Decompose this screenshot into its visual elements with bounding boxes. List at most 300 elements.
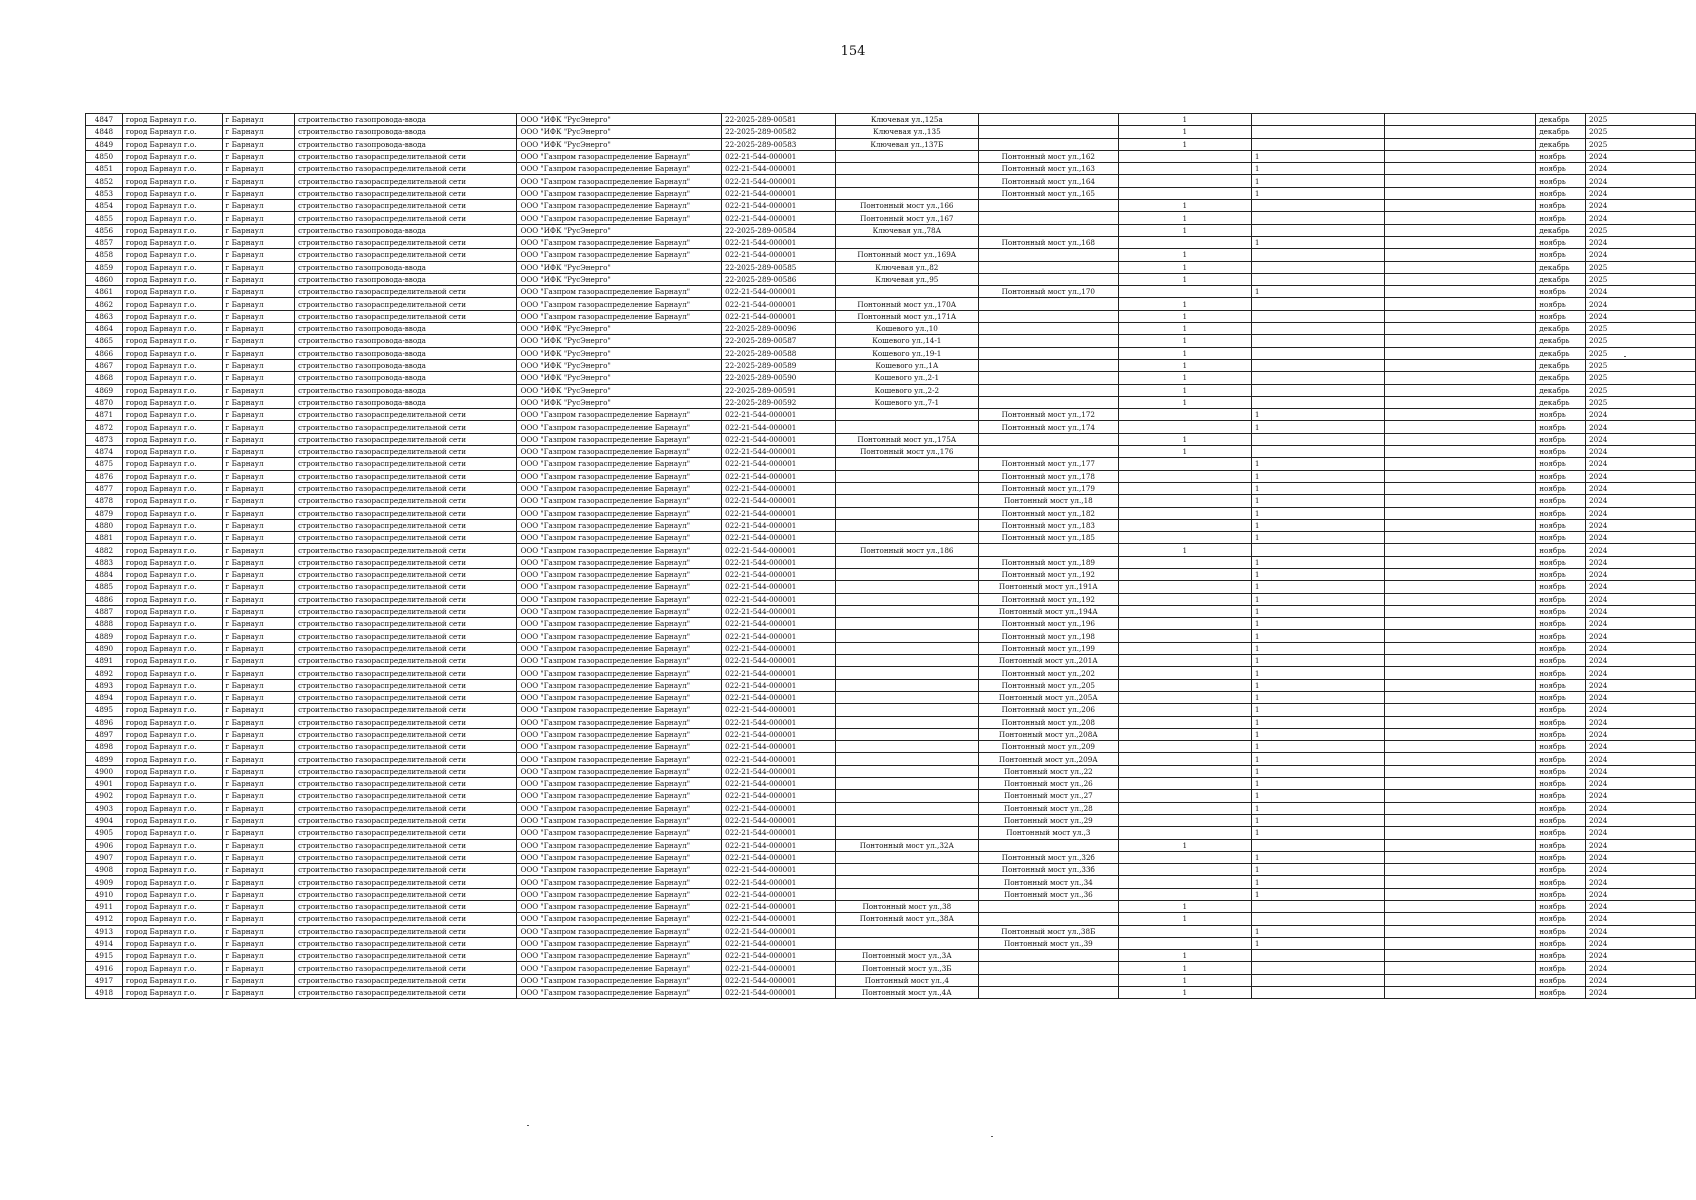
cell-municipality: город Барнаул г.о.	[122, 384, 222, 396]
cell-work-type: строительство газопровода-ввода	[295, 335, 517, 347]
cell-address-b: Понтонный мост ул.,194А	[979, 605, 1119, 617]
table-row	[86, 433, 1696, 445]
cell-address-b	[979, 987, 1119, 999]
cell-year: 2024	[1586, 200, 1696, 212]
cell-count-a	[1118, 163, 1251, 175]
cell-month: ноябрь	[1536, 163, 1586, 175]
cell-count-b	[1251, 913, 1384, 925]
cell-row-number: 4890	[86, 642, 123, 654]
cell-count-c	[1385, 482, 1536, 494]
cell-month: ноябрь	[1536, 753, 1586, 765]
cell-count-c	[1385, 236, 1536, 248]
cell-row-number: 4892	[86, 667, 123, 679]
cell-organization: ООО "Газпром газораспределение Барнаул"	[517, 802, 722, 814]
cell-municipality: город Барнаул г.о.	[122, 667, 222, 679]
cell-organization: ООО "Газпром газораспределение Барнаул"	[517, 864, 722, 876]
cell-organization: ООО "Газпром газораспределение Барнаул"	[517, 150, 722, 162]
cell-count-b: 1	[1251, 876, 1384, 888]
cell-row-number: 4858	[86, 249, 123, 261]
cell-settlement: г Барнаул	[222, 507, 295, 519]
cell-count-a: 1	[1118, 347, 1251, 359]
cell-settlement: г Барнаул	[222, 150, 295, 162]
cell-municipality: город Барнаул г.о.	[122, 323, 222, 335]
cell-month: ноябрь	[1536, 593, 1586, 605]
cell-address-b	[979, 200, 1119, 212]
cell-row-number: 4915	[86, 950, 123, 962]
cell-municipality: город Барнаул г.о.	[122, 581, 222, 593]
cell-organization: ООО "Газпром газораспределение Барнаул"	[517, 482, 722, 494]
cell-address-b: Понтонный мост ул.,185	[979, 532, 1119, 544]
cell-organization: ООО "Газпром газораспределение Барнаул"	[517, 925, 722, 937]
cell-address-b: Понтонный мост ул.,209А	[979, 753, 1119, 765]
cell-address-b: Понтонный мост ул.,38Б	[979, 925, 1119, 937]
cell-month: ноябрь	[1536, 507, 1586, 519]
cell-permit-number: 022-21-544-000001	[722, 876, 836, 888]
cell-month: декабрь	[1536, 261, 1586, 273]
cell-work-type: строительство газораспределительной сети	[295, 753, 517, 765]
table-row	[86, 987, 1696, 999]
table-row	[86, 802, 1696, 814]
cell-permit-number: 022-21-544-000001	[722, 864, 836, 876]
cell-work-type: строительство газораспределительной сети	[295, 236, 517, 248]
cell-organization: ООО "Газпром газораспределение Барнаул"	[517, 212, 722, 224]
cell-row-number: 4854	[86, 200, 123, 212]
cell-row-number: 4877	[86, 482, 123, 494]
cell-count-c	[1385, 839, 1536, 851]
cell-address-a	[835, 507, 978, 519]
cell-month: ноябрь	[1536, 876, 1586, 888]
cell-count-b: 1	[1251, 642, 1384, 654]
cell-organization: ООО "Газпром газораспределение Барнаул"	[517, 187, 722, 199]
cell-permit-number: 022-21-544-000001	[722, 544, 836, 556]
cell-organization: ООО "Газпром газораспределение Барнаул"	[517, 876, 722, 888]
cell-work-type: строительство газораспределительной сети	[295, 974, 517, 986]
cell-address-a: Понтонный мост ул.,38А	[835, 913, 978, 925]
cell-count-b	[1251, 138, 1384, 150]
cell-count-c	[1385, 814, 1536, 826]
cell-row-number: 4871	[86, 409, 123, 421]
cell-year: 2025	[1586, 114, 1696, 126]
cell-address-a	[835, 802, 978, 814]
table-row	[86, 753, 1696, 765]
cell-permit-number: 022-21-544-000001	[722, 679, 836, 691]
cell-count-a: 1	[1118, 987, 1251, 999]
cell-row-number: 4886	[86, 593, 123, 605]
table-row	[86, 765, 1696, 777]
cell-address-b	[979, 396, 1119, 408]
cell-address-a: Ключевая ул.,78А	[835, 224, 978, 236]
cell-municipality: город Барнаул г.о.	[122, 679, 222, 691]
cell-count-b: 1	[1251, 667, 1384, 679]
table-row	[86, 187, 1696, 199]
cell-year: 2024	[1586, 925, 1696, 937]
cell-row-number: 4903	[86, 802, 123, 814]
cell-row-number: 4914	[86, 937, 123, 949]
cell-settlement: г Барнаул	[222, 224, 295, 236]
table-row	[86, 347, 1696, 359]
cell-municipality: город Барнаул г.о.	[122, 470, 222, 482]
cell-address-a	[835, 728, 978, 740]
cell-count-c	[1385, 974, 1536, 986]
cell-year: 2024	[1586, 974, 1696, 986]
cell-permit-number: 22-2025-289-00584	[722, 224, 836, 236]
cell-count-c	[1385, 937, 1536, 949]
cell-month: ноябрь	[1536, 495, 1586, 507]
cell-address-b	[979, 839, 1119, 851]
cell-settlement: г Барнаул	[222, 298, 295, 310]
cell-count-a	[1118, 421, 1251, 433]
cell-municipality: город Барнаул г.о.	[122, 458, 222, 470]
cell-address-b: Понтонный мост ул.,174	[979, 421, 1119, 433]
cell-address-a	[835, 458, 978, 470]
cell-count-b	[1251, 298, 1384, 310]
cell-count-a: 1	[1118, 126, 1251, 138]
cell-year: 2024	[1586, 790, 1696, 802]
cell-address-b: Понтонный мост ул.,172	[979, 409, 1119, 421]
table-row	[86, 642, 1696, 654]
table-row	[86, 224, 1696, 236]
cell-count-a	[1118, 655, 1251, 667]
cell-month: ноябрь	[1536, 728, 1586, 740]
table-row	[86, 790, 1696, 802]
cell-year: 2024	[1586, 175, 1696, 187]
cell-organization: ООО "Газпром газораспределение Барнаул"	[517, 495, 722, 507]
cell-row-number: 4850	[86, 150, 123, 162]
table-row	[86, 605, 1696, 617]
table-row	[86, 913, 1696, 925]
cell-address-a	[835, 937, 978, 949]
cell-organization: ООО "ИФК "РусЭнерго"	[517, 224, 722, 236]
cell-year: 2024	[1586, 753, 1696, 765]
cell-address-b	[979, 323, 1119, 335]
cell-organization: ООО "Газпром газораспределение Барнаул"	[517, 913, 722, 925]
cell-settlement: г Барнаул	[222, 937, 295, 949]
cell-count-c	[1385, 323, 1536, 335]
cell-row-number: 4907	[86, 851, 123, 863]
cell-count-b: 1	[1251, 568, 1384, 580]
cell-count-b: 1	[1251, 470, 1384, 482]
cell-address-a	[835, 753, 978, 765]
cell-organization: ООО "Газпром газораспределение Барнаул"	[517, 286, 722, 298]
cell-settlement: г Барнаул	[222, 605, 295, 617]
cell-year: 2024	[1586, 163, 1696, 175]
cell-count-c	[1385, 802, 1536, 814]
cell-month: ноябрь	[1536, 962, 1586, 974]
cell-year: 2024	[1586, 888, 1696, 900]
table-row	[86, 876, 1696, 888]
cell-month: ноябрь	[1536, 827, 1586, 839]
cell-municipality: город Барнаул г.о.	[122, 224, 222, 236]
cell-year: 2024	[1586, 519, 1696, 531]
cell-month: ноябрь	[1536, 851, 1586, 863]
cell-address-a	[835, 618, 978, 630]
cell-permit-number: 022-21-544-000001	[722, 667, 836, 679]
cell-year: 2025	[1586, 384, 1696, 396]
cell-count-b	[1251, 974, 1384, 986]
cell-address-a: Ключевая ул.,137Б	[835, 138, 978, 150]
cell-permit-number: 022-21-544-000001	[722, 728, 836, 740]
cell-year: 2025	[1586, 273, 1696, 285]
cell-address-b	[979, 273, 1119, 285]
cell-work-type: строительство газопровода-ввода	[295, 359, 517, 371]
cell-settlement: г Барнаул	[222, 827, 295, 839]
cell-month: ноябрь	[1536, 814, 1586, 826]
cell-count-c	[1385, 618, 1536, 630]
cell-municipality: город Барнаул г.о.	[122, 335, 222, 347]
cell-count-a	[1118, 864, 1251, 876]
cell-count-b	[1251, 335, 1384, 347]
cell-count-b	[1251, 249, 1384, 261]
cell-count-a	[1118, 286, 1251, 298]
cell-municipality: город Барнаул г.о.	[122, 249, 222, 261]
cell-count-b: 1	[1251, 605, 1384, 617]
cell-address-a: Ключевая ул.,135	[835, 126, 978, 138]
cell-count-c	[1385, 359, 1536, 371]
cell-settlement: г Барнаул	[222, 409, 295, 421]
cell-address-a: Понтонный мост ул.,32А	[835, 839, 978, 851]
cell-month: декабрь	[1536, 273, 1586, 285]
cell-address-b: Понтонный мост ул.,165	[979, 187, 1119, 199]
cell-address-a	[835, 163, 978, 175]
table-row	[86, 778, 1696, 790]
cell-address-b: Понтонный мост ул.,208А	[979, 728, 1119, 740]
cell-permit-number: 022-21-544-000001	[722, 532, 836, 544]
cell-permit-number: 022-21-544-000001	[722, 556, 836, 568]
table-row	[86, 704, 1696, 716]
cell-work-type: строительство газопровода-ввода	[295, 384, 517, 396]
cell-row-number: 4917	[86, 974, 123, 986]
cell-month: ноябрь	[1536, 679, 1586, 691]
cell-work-type: строительство газораспределительной сети	[295, 618, 517, 630]
cell-count-c	[1385, 261, 1536, 273]
cell-permit-number: 22-2025-289-00581	[722, 114, 836, 126]
cell-permit-number: 022-21-544-000001	[722, 409, 836, 421]
cell-address-a	[835, 236, 978, 248]
cell-address-b: Понтонный мост ул.,18	[979, 495, 1119, 507]
cell-count-c	[1385, 150, 1536, 162]
cell-count-c	[1385, 212, 1536, 224]
cell-settlement: г Барнаул	[222, 581, 295, 593]
cell-settlement: г Барнаул	[222, 925, 295, 937]
cell-address-b: Понтонный мост ул.,27	[979, 790, 1119, 802]
cell-count-a	[1118, 741, 1251, 753]
cell-year: 2024	[1586, 421, 1696, 433]
cell-count-b	[1251, 114, 1384, 126]
table-row	[86, 679, 1696, 691]
cell-address-b	[979, 446, 1119, 458]
cell-year: 2024	[1586, 876, 1696, 888]
cell-settlement: г Барнаул	[222, 200, 295, 212]
cell-year: 2024	[1586, 495, 1696, 507]
table-row	[86, 310, 1696, 322]
cell-address-b	[979, 901, 1119, 913]
cell-count-a: 1	[1118, 433, 1251, 445]
cell-count-c	[1385, 495, 1536, 507]
cell-month: декабрь	[1536, 138, 1586, 150]
cell-count-a	[1118, 827, 1251, 839]
cell-work-type: строительство газораспределительной сети	[295, 876, 517, 888]
cell-count-a	[1118, 851, 1251, 863]
cell-month: ноябрь	[1536, 901, 1586, 913]
cell-organization: ООО "ИФК "РусЭнерго"	[517, 273, 722, 285]
cell-month: ноябрь	[1536, 568, 1586, 580]
table-row	[86, 888, 1696, 900]
cell-address-b	[979, 224, 1119, 236]
cell-count-c	[1385, 175, 1536, 187]
cell-count-c	[1385, 200, 1536, 212]
cell-organization: ООО "ИФК "РусЭнерго"	[517, 396, 722, 408]
cell-count-c	[1385, 286, 1536, 298]
cell-month: декабрь	[1536, 126, 1586, 138]
table-row	[86, 691, 1696, 703]
cell-year: 2024	[1586, 778, 1696, 790]
cell-work-type: строительство газораспределительной сети	[295, 175, 517, 187]
cell-address-b: Понтонный мост ул.,192	[979, 568, 1119, 580]
cell-organization: ООО "Газпром газораспределение Барнаул"	[517, 753, 722, 765]
cell-row-number: 4880	[86, 519, 123, 531]
register-table	[85, 113, 1696, 999]
cell-permit-number: 022-21-544-000001	[722, 778, 836, 790]
cell-address-a: Кошевого ул.,2-1	[835, 372, 978, 384]
cell-work-type: строительство газораспределительной сети	[295, 249, 517, 261]
cell-count-a	[1118, 507, 1251, 519]
cell-address-b	[979, 974, 1119, 986]
table-row	[86, 273, 1696, 285]
cell-year: 2024	[1586, 409, 1696, 421]
cell-address-a	[835, 765, 978, 777]
cell-municipality: город Барнаул г.о.	[122, 556, 222, 568]
cell-permit-number: 022-21-544-000001	[722, 200, 836, 212]
cell-municipality: город Барнаул г.о.	[122, 925, 222, 937]
cell-count-c	[1385, 581, 1536, 593]
cell-address-a: Понтонный мост ул.,3А	[835, 950, 978, 962]
cell-settlement: г Барнаул	[222, 962, 295, 974]
cell-month: ноябрь	[1536, 667, 1586, 679]
cell-address-a	[835, 568, 978, 580]
cell-work-type: строительство газораспределительной сети	[295, 446, 517, 458]
cell-year: 2024	[1586, 728, 1696, 740]
cell-municipality: город Барнаул г.о.	[122, 495, 222, 507]
cell-organization: ООО "Газпром газораспределение Барнаул"	[517, 741, 722, 753]
cell-organization: ООО "ИФК "РусЭнерго"	[517, 335, 722, 347]
cell-settlement: г Барнаул	[222, 495, 295, 507]
cell-address-b: Понтонный мост ул.,33б	[979, 864, 1119, 876]
cell-count-c	[1385, 507, 1536, 519]
cell-organization: ООО "Газпром газораспределение Барнаул"	[517, 605, 722, 617]
cell-address-a	[835, 876, 978, 888]
cell-permit-number: 022-21-544-000001	[722, 310, 836, 322]
cell-municipality: город Барнаул г.о.	[122, 974, 222, 986]
cell-work-type: строительство газопровода-ввода	[295, 114, 517, 126]
cell-address-a: Понтонный мост ул.,170А	[835, 298, 978, 310]
cell-row-number: 4918	[86, 987, 123, 999]
cell-permit-number: 022-21-544-000001	[722, 765, 836, 777]
cell-count-b: 1	[1251, 827, 1384, 839]
cell-work-type: строительство газораспределительной сети	[295, 704, 517, 716]
cell-settlement: г Барнаул	[222, 704, 295, 716]
cell-organization: ООО "ИФК "РусЭнерго"	[517, 384, 722, 396]
cell-count-c	[1385, 409, 1536, 421]
cell-organization: ООО "Газпром газораспределение Барнаул"	[517, 888, 722, 900]
cell-address-a	[835, 482, 978, 494]
cell-address-a	[835, 470, 978, 482]
cell-settlement: г Барнаул	[222, 114, 295, 126]
cell-address-b	[979, 261, 1119, 273]
cell-count-b: 1	[1251, 532, 1384, 544]
cell-count-a: 1	[1118, 323, 1251, 335]
cell-organization: ООО "Газпром газораспределение Барнаул"	[517, 901, 722, 913]
cell-count-b	[1251, 310, 1384, 322]
table-row	[86, 519, 1696, 531]
table-row	[86, 335, 1696, 347]
cell-row-number: 4875	[86, 458, 123, 470]
table-row	[86, 409, 1696, 421]
cell-month: декабрь	[1536, 114, 1586, 126]
cell-address-b	[979, 249, 1119, 261]
cell-count-c	[1385, 335, 1536, 347]
cell-count-b: 1	[1251, 593, 1384, 605]
table-row	[86, 126, 1696, 138]
cell-work-type: строительство газораспределительной сети	[295, 286, 517, 298]
cell-count-a	[1118, 716, 1251, 728]
table-row	[86, 618, 1696, 630]
cell-address-a: Понтонный мост ул.,4	[835, 974, 978, 986]
cell-settlement: г Барнаул	[222, 888, 295, 900]
cell-year: 2024	[1586, 568, 1696, 580]
cell-address-b	[979, 962, 1119, 974]
cell-address-b: Понтонный мост ул.,179	[979, 482, 1119, 494]
cell-address-b	[979, 347, 1119, 359]
cell-month: ноябрь	[1536, 150, 1586, 162]
cell-year: 2024	[1586, 741, 1696, 753]
cell-municipality: город Барнаул г.о.	[122, 851, 222, 863]
cell-count-a	[1118, 630, 1251, 642]
cell-work-type: строительство газораспределительной сети	[295, 519, 517, 531]
cell-address-b	[979, 433, 1119, 445]
cell-municipality: город Барнаул г.о.	[122, 359, 222, 371]
cell-year: 2024	[1586, 446, 1696, 458]
table-row	[86, 593, 1696, 605]
cell-municipality: город Барнаул г.о.	[122, 544, 222, 556]
cell-municipality: город Барнаул г.о.	[122, 716, 222, 728]
cell-work-type: строительство газораспределительной сети	[295, 310, 517, 322]
cell-count-b: 1	[1251, 175, 1384, 187]
cell-permit-number: 22-2025-289-00586	[722, 273, 836, 285]
cell-address-b: Понтонный мост ул.,205А	[979, 691, 1119, 703]
cell-month: декабрь	[1536, 347, 1586, 359]
cell-work-type: строительство газораспределительной сети	[295, 814, 517, 826]
cell-count-c	[1385, 913, 1536, 925]
cell-organization: ООО "Газпром газораспределение Барнаул"	[517, 236, 722, 248]
cell-row-number: 4868	[86, 372, 123, 384]
cell-year: 2024	[1586, 187, 1696, 199]
cell-row-number: 4901	[86, 778, 123, 790]
cell-work-type: строительство газораспределительной сети	[295, 630, 517, 642]
cell-municipality: город Барнаул г.о.	[122, 913, 222, 925]
cell-month: ноябрь	[1536, 704, 1586, 716]
cell-month: ноябрь	[1536, 642, 1586, 654]
cell-address-a	[835, 409, 978, 421]
scan-speck	[1624, 356, 1626, 357]
cell-row-number: 4891	[86, 655, 123, 667]
cell-year: 2024	[1586, 667, 1696, 679]
cell-address-b	[979, 114, 1119, 126]
cell-municipality: город Барнаул г.о.	[122, 138, 222, 150]
cell-municipality: город Барнаул г.о.	[122, 704, 222, 716]
cell-count-b	[1251, 347, 1384, 359]
cell-address-a	[835, 925, 978, 937]
cell-count-a	[1118, 667, 1251, 679]
